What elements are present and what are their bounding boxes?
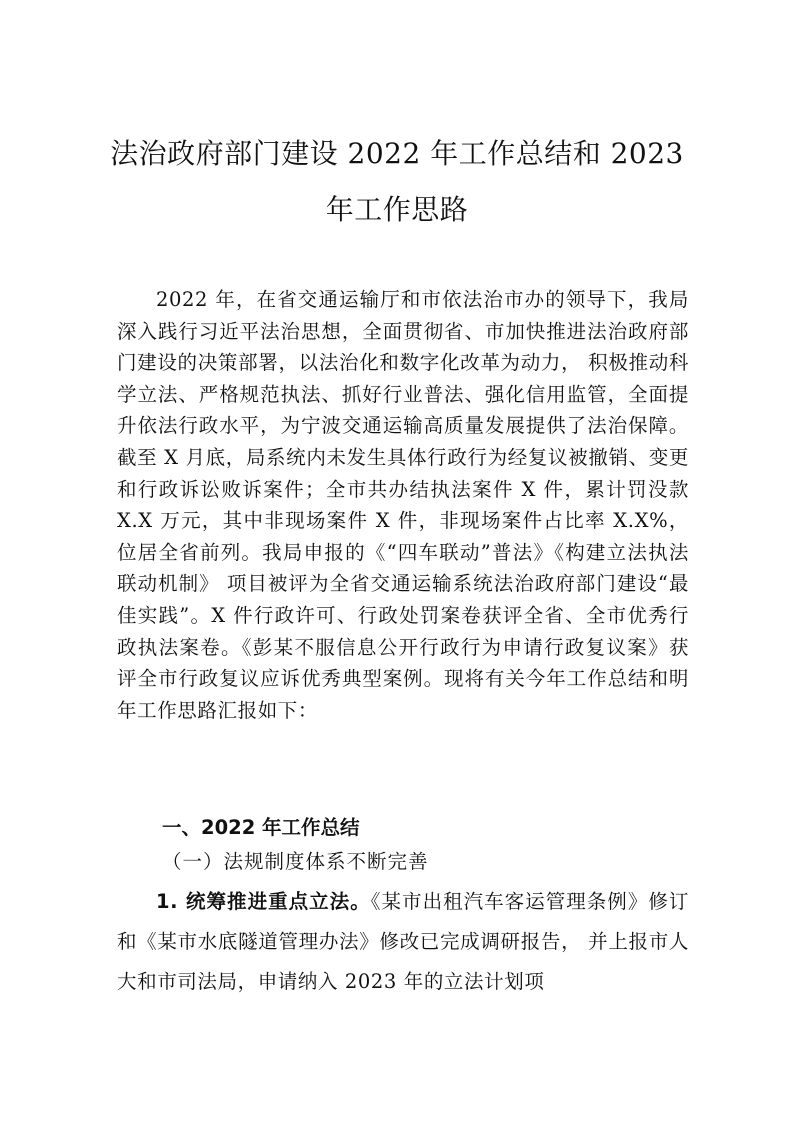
item-section <box>117 882 689 1002</box>
intro-paragraph: 2022 年，在省交通运输厅和市依法治市办的领导下，我局深入践行习近平法治思想，全面贯彻省、市加快推进法治政府部门建设的决策部署，以法治化和数字化改革为动力， 积极推动科学立法、严格规范执法、抓好行业普法、强化信用监管，全面提升依法行政水平，为宁波交通运输高质量发展提供了法治保障。截至 X 月底，局系统内未发生具体行政行为经复议被撤销、变更和行政诉讼败诉案件；全市共办结执法案件 X 件，累计罚没款 X.X 万元，其中非现场案件 X 件，非现场案件占比率 X.X%，位居全省前列。我局申报的《“四车联动”普法》《构建立法执法联动机制》 项目被评为全省交通运输系统法治政府部门建设“最佳实践”。X 件行政许可、行政处罚案卷获评全省、全市优秀行政执法案卷。《彭某不服信息公开行政行为申请行政复议案》获评全市行政复议应诉优秀典型案例。现将有关今年工作总结和明年工作思路汇报如下： <box>117 288 689 722</box>
section-heading: 一、2022 年工作总结 <box>162 816 360 839</box>
subsection-heading: （一）法规制度体系不断完善 <box>162 850 429 873</box>
document-title-line-2: 年工作思路 <box>325 193 469 226</box>
item-paragraph <box>117 882 689 1002</box>
document-title-line-1: 法治政府部门建设 2022 年工作总结和 2023 <box>110 137 684 170</box>
item-text: 《某市出租汽车客运管理条例》修订和《某市水底隧道管理办法》修改已完成调研报告， 并上报市人大和市司法局，申请纳入 2023 年的立法计划项 <box>117 890 689 993</box>
intro-section <box>117 284 689 726</box>
item-lead: 1. 统筹推进重点立法。 <box>156 890 371 913</box>
